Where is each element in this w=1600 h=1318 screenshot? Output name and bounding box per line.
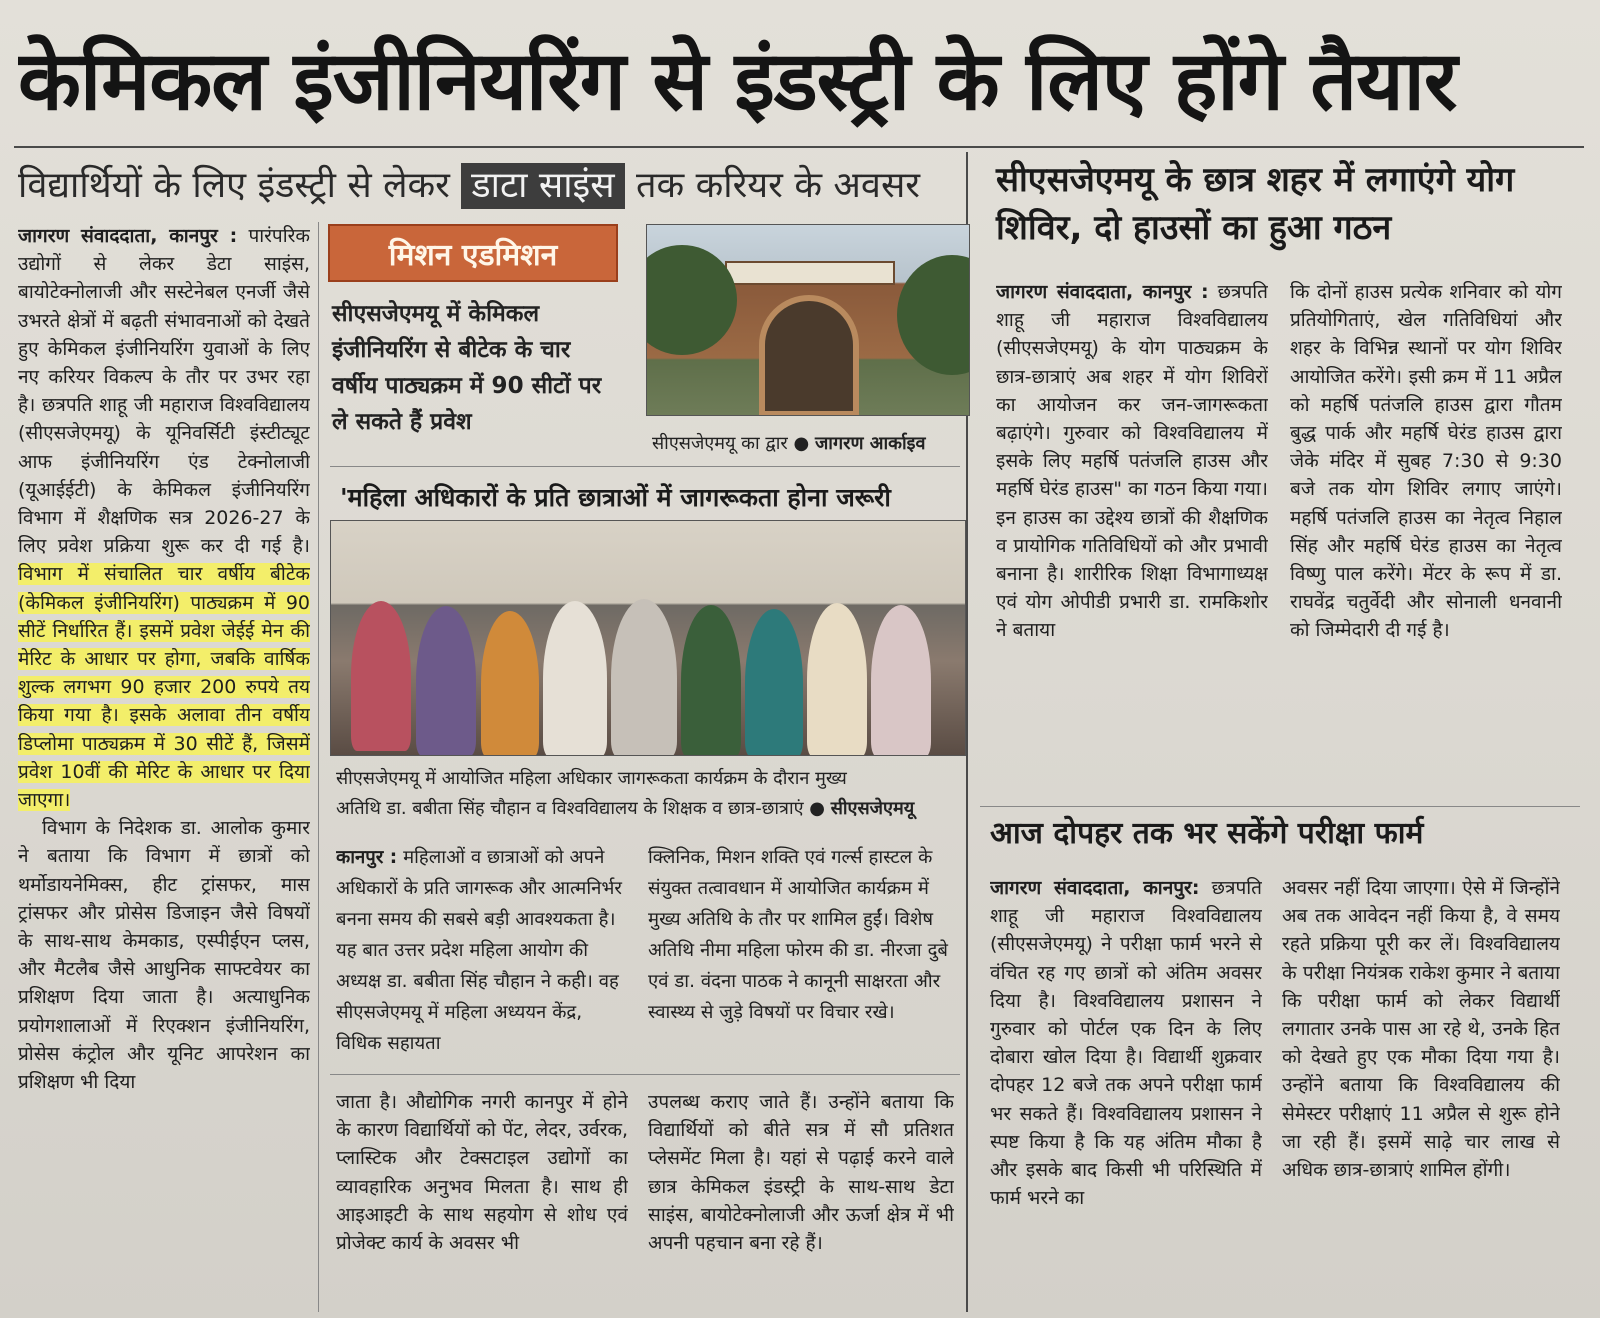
mission-admission-deck: सीएसजेएमयू में केमिकल इंजीनियरिंग से बीटेक के चार वर्षीय पाठ्यक्रम में 90 सीटों पर ले सकते हैं प्रवेश bbox=[332, 301, 602, 435]
university-gate-photo bbox=[646, 224, 970, 416]
headline-divider bbox=[14, 146, 1584, 148]
women-story-column-2: क्लिनिक, मिशन शक्ति एवं गर्ल्स हास्टल के संयुक्त तत्वावधान में आयोजित कार्यक्रम में मुख्य अतिथि के तौर पर शामिल हुईं। विशेष अतिथि नीमा महिला फोरम की डा. नीरजा दुबे एवं डा. वंदना पाठक ने कानूनी साक्षरता और स्वास्थ्य से जुड़े विषयों पर विचार रखे। bbox=[648, 847, 948, 1023]
exam-story-column-1 bbox=[990, 874, 1262, 1312]
attendee bbox=[807, 603, 867, 756]
women-story-heading: 'महिला अधिकारों के प्रति छात्राओं में जागरूकता होना जरूरी bbox=[340, 483, 891, 512]
yoga-story-byline: जागरण संवाददाता, कानपुर : bbox=[996, 281, 1209, 303]
exam-story-heading: आज दोपहर तक भर सकेंगे परीक्षा फार्म bbox=[990, 816, 1424, 851]
attendee bbox=[416, 606, 476, 756]
group-photo-caption: सीएसजेएमयू में आयोजित महिला अधिकार जागरूकता कार्यक्रम के दौरान मुख्य अतिथि डा. बबीता सिंह चौहान व विश्वविद्यालय के शिक्षक व छात्र-छात्राएं ● सीएसजेएमयू bbox=[336, 764, 914, 824]
gate-photo-caption: सीएसजेएमयू का द्वार ● जागरण आर्काइव bbox=[652, 433, 926, 454]
left-story-column-1 bbox=[18, 222, 310, 1312]
subhead-boxed-text: डाटा साइंस bbox=[461, 163, 624, 209]
women-story-text-1: महिलाओं व छात्राओं को अपने अधिकारों के प्रति जागरूक और आत्मनिर्भर बनना समय की सबसे बड़ी आवश्यकता है। यह बात उत्तर प्रदेश महिला आयोग की अध्यक्ष डा. बबीता सिंह चौहान ने कही। वह सीएसजेएमयू में महिला अध्ययन केंद्र, विधिक सहायता bbox=[336, 847, 622, 1054]
column-divider-1 bbox=[318, 222, 319, 1312]
attendee bbox=[681, 605, 741, 756]
yoga-story-column-1 bbox=[996, 278, 1268, 798]
exam-story-column-2: अवसर नहीं दिया जाएगा। ऐसे में जिन्होंने अब तक आवेदन नहीं किया है, वे समय रहते प्रक्रिया पूरी कर लें। विश्वविद्यालय के परीक्षा नियंत्रक राकेश कुमार ने बताया कि परीक्षा फार्म को लेकर विद्यार्थी लगातार उनके पास आ रहे थे, उनके हित को देखते हुए एक मौका दिया गया है। उन्होंने बताया कि विश्वविद्यालय की सेमेस्टर परीक्षाएं 11 अप्रैल से शुरू होने जा रही हैं। इसमें साढ़े चार लाख से अधिक छात्र-छात्राएं शामिल होंगी। bbox=[1282, 877, 1560, 1182]
women-story-byline: कानपुर : bbox=[336, 847, 398, 868]
mission-admission-tag: मिशन एडमिशन bbox=[328, 224, 618, 282]
group-event-photo bbox=[330, 520, 966, 756]
yoga-story-column-2: कि दोनों हाउस प्रत्येक शनिवार को योग प्रतियोगिताएं, खेल गतिविधियां और शहर के विभिन्न स्थानों पर योग शिविर आयोजित करेंगे। इसी क्रम में 11 अप्रैल को महर्षि पतंजलि हाउस द्वारा गौतम बुद्ध पार्क और महर्षि घेरंड हाउस द्वारा जेके मंदिर में सुबह 7:30 से 9:30 बजे तक योग शिविर लगाए जाएंगे। महर्षि पतंजलि हाउस का नेतृत्व निहाल सिंह और महर्षि घेरंड हाउस का नेतृत्व विष्णु पाल करेंगे। मेंटर के रूप में डा. राघवेंद्र चतुर्वेदी और सोनाली धनवानी को जिम्मेदारी दी गई है। bbox=[1290, 281, 1562, 642]
exam-story-text-1: छत्रपति शाहू जी महाराज विश्वविद्यालय (सीएसजेएमयू) ने परीक्षा फार्म भरने से वंचित रह गए छात्रों को अंतिम अवसर दिया है। विश्वविद्यालय प्रशासन ने गुरुवार को पोर्टल एक दिन के लिए दोबारा खोल दिया है। विद्यार्थी शुक्रवार दोपहर 12 बजे तक अपने परीक्षा फार्म भर सकते हैं। विश्वविद्यालय प्रशासन ने स्पष्ट किया है कि यह अंतिम मौका है और इसके बाद किसी भी परिस्थिति में फार्म भरने का bbox=[990, 877, 1262, 1210]
left-story-para1: पारंपरिक उद्योगों से लेकर डेटा साइंस, बायोटेक्नोलाजी और सस्टेनेबल एनर्जी जैसे उभरते क्षेत्रों में बढ़ती संभावनाओं को देखते हुए केमिकल इंजीनियरिंग युवाओं के लिए नए करियर विकल्प के तौर पर उभर रहा है। छत्रपति शाहू जी महाराज विश्वविद्यालय (सीएसजेएमयू) के यूनिवर्सिटी इंस्टीट्यूट आफ इंजीनियरिंग एंड टेक्नोलाजी (यूआईईटी) के केमिकल इंजीनियरिंग विभाग में शैक्षणिक सत्र 2026-27 के लिए प्रवेश प्रक्रिया शुरू कर दी गई है। bbox=[18, 225, 310, 558]
left-story-subhead bbox=[18, 160, 953, 212]
attendee bbox=[611, 599, 677, 756]
tree-left bbox=[646, 245, 737, 355]
left-story-column-2: जाता है। औद्योगिक नगरी कानपुर में होने के कारण विद्यार्थियों को पेंट, लेदर, उर्वरक, प्लास्टिक और टेक्सटाइल उद्योगों का व्यावहारिक अनुभव मिलता है। साथ ही आइआइटी के साथ सहयोग से शोध एवं प्रोजेक्ट कार्य के अवसर भी bbox=[336, 1091, 628, 1255]
women-story-divider bbox=[330, 1074, 960, 1075]
attendee bbox=[745, 609, 803, 756]
group-caption-line1: सीएसजेएमयू में आयोजित महिला अधिकार जागरूकता कार्यक्रम के दौरान मुख्य bbox=[336, 768, 847, 789]
group-caption-line2: अतिथि डा. बबीता सिंह चौहान व विश्वविद्यालय के शिक्षक व छात्र-छात्राएं bbox=[336, 798, 804, 819]
left-story-para2: विभाग के निदेशक डा. आलोक कुमार ने बताया कि विभाग में छात्रों को थर्मोडायनेमिक्स, हीट ट्रांसफर, मास ट्रांसफर और प्रोसेस डिजाइन जैसे विषयों के साथ-साथ केमकाड, एस्पीईएन प्लस, और मैटलैब जैसे आधुनिक साफ्टवेयर का प्रशिक्षण दिया जाता है। अत्याधुनिक प्रयोगशालाओं में रिएक्शन इंजीनियरिंग, प्रोसेस कंट्रोल और यूनिट आपरेशन का प्रशिक्षण भी दिया bbox=[18, 817, 310, 1094]
gate-signboard bbox=[725, 261, 895, 285]
yoga-story-heading: सीएसजेएमयू के छात्र शहर में लगाएंगे योग शिविर, दो हाउसों का हुआ गठन bbox=[996, 160, 1515, 248]
group-caption-credit: सीएसजेएमयू bbox=[830, 798, 915, 819]
exam-story-byline: जागरण संवाददाता, कानपुर: bbox=[990, 877, 1200, 899]
left-story-byline: जागरण संवाददाता, कानपुर : bbox=[18, 225, 238, 247]
gate-caption-credit: जागरण आर्काइव bbox=[814, 433, 926, 454]
gate-arch bbox=[759, 295, 859, 416]
subhead-text-before: विद्यार्थियों के लिए इंडस्ट्री से लेकर bbox=[18, 165, 450, 206]
left-story-highlighted-text: विभाग में संचालित चार वर्षीय बीटेक (केमिकल इंजीनियरिंग) पाठ्यक्रम में 90 सीटें निर्धारित हैं। इसमें प्रवेश जेईई मेन की मेरिट के आधार पर होगा, जबकि वार्षिक शुल्क लगभग 90 हजार 200 रुपये तय किया गया है। इसके अलावा तीन वर्षीय डिप्लोमा पाठ्यक्रम में 30 सीटें हैं, जिसमें प्रवेश 10वीं की मेरिट के आधार पर दिया जाएगा। bbox=[18, 563, 310, 812]
yoga-story-divider bbox=[980, 806, 1580, 807]
gate-caption-text: सीएसजेएमयू का द्वार bbox=[652, 433, 788, 454]
women-story-column-1 bbox=[336, 842, 628, 1062]
attendee bbox=[351, 601, 411, 751]
mission-divider bbox=[330, 466, 960, 467]
tree-right bbox=[897, 255, 970, 375]
page-headline: केमिकल इंजीनियरिंग से इंडस्ट्री के लिए होंगे तैयार bbox=[18, 34, 1457, 129]
attendee bbox=[481, 611, 539, 756]
yoga-story-text-1: छत्रपति शाहू जी महाराज विश्वविद्यालय (सीएसजेएमयू) के योग पाठ्यक्रम के छात्र-छात्राएं अब शहर में योग शिविरों का आयोजन कर जन-जागरूकता बढ़ाएंगे। गुरुवार को विश्वविद्यालय में इसके लिए महर्षि पतंजलि हाउस और महर्षि घेरंड हाउस" का गठन किया गया। इन हाउस का उद्देश्य छात्रों की शैक्षणिक व प्रायोगिक गतिविधियों को और प्रभावी बनाना है। शारीरिक शिक्षा विभागाध्यक्ष एवं योग ओपीडी प्रभारी डा. रामकिशोर ने बताया bbox=[996, 281, 1268, 642]
attendee bbox=[543, 601, 607, 756]
left-story-column-3: उपलब्ध कराए जाते हैं। उन्होंने बताया कि विद्यार्थियों को बीते सत्र में सौ प्रतिशत प्लेसमेंट मिला है। यहां से पढ़ाई करने वाले छात्र केमिकल इंडस्ट्री के साथ-साथ डेटा साइंस, बायोटेक्नोलाजी और ऊर्जा क्षेत्र में भी अपनी पहचान बना रहे हैं। bbox=[648, 1091, 954, 1255]
attendee bbox=[871, 605, 931, 756]
subhead-text-after: तक करियर के अवसर bbox=[635, 165, 921, 206]
